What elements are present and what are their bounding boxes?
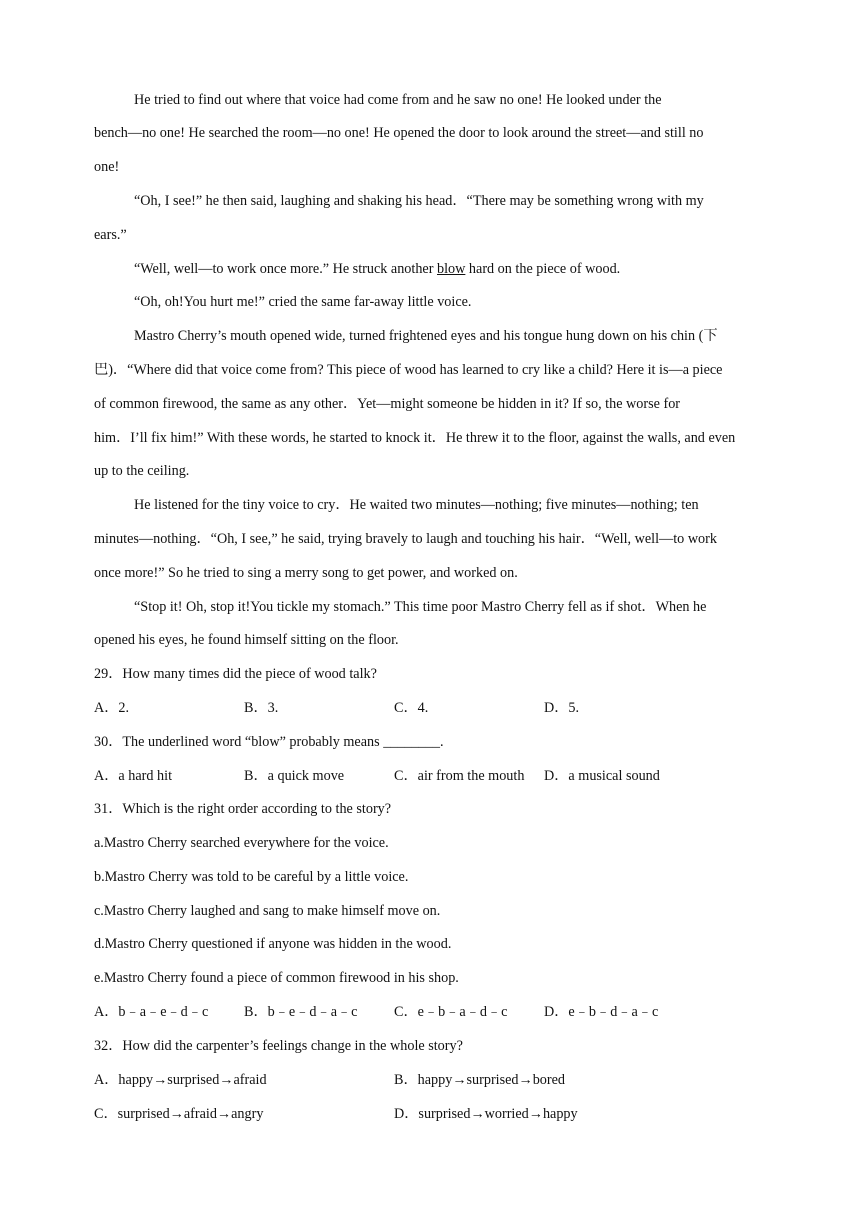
q29-option-b: B．3. xyxy=(244,700,279,716)
passage-text: “Well, well—to work once more.” He struck another xyxy=(134,261,437,277)
passage-line: “Oh, I see!” he then said, laughing and shaking his head．“There may be something wrong with my xyxy=(134,193,704,209)
passage-line: “Stop it! Oh, stop it!You tickle my stomach.” This time poor Mastro Cherry fell as if shot．When he xyxy=(134,599,707,615)
question-29-stem: 29．How many times did the piece of wood talk? xyxy=(94,666,377,682)
passage-line: opened his eyes, he found himself sitting on the floor. xyxy=(94,632,399,648)
q29-option-a: A．2. xyxy=(94,700,130,716)
passage-line: bench—no one! He searched the room—no one! He opened the door to look around the street—and still no xyxy=(94,125,704,141)
passage-line: He listened for the tiny voice to cry．He waited two minutes—nothing; five minutes—nothing; ten xyxy=(134,497,699,513)
passage-line: He tried to find out where that voice had come from and he saw no one! He looked under the xyxy=(134,92,662,108)
q32-option-d: D．surprised→worried→happy xyxy=(394,1106,578,1122)
passage-text: hard on the piece of wood. xyxy=(465,261,621,277)
q32-option-a: A．happy→surprised→afraid xyxy=(94,1072,267,1088)
passage-line: of common firewood, the same as any other．Yet—might someone be hidden in it? If so, the worse for xyxy=(94,396,681,412)
passage-line: one! xyxy=(94,159,120,175)
passage-line: 巴)．“Where did that voice come from? This piece of wood has learned to cry like a child? Here it is—a piece xyxy=(94,362,723,378)
passage-line: ears.” xyxy=(94,227,127,243)
question-31-stem: 31．Which is the right order according to the story? xyxy=(94,801,392,817)
q31-option-d: D．e﹣b﹣d﹣a﹣c xyxy=(544,1004,659,1020)
q32-option-c: C．surprised→afraid→angry xyxy=(94,1106,264,1122)
q30-option-b: B．a quick move xyxy=(244,768,345,784)
passage-line: him．I’ll fix him!” With these words, he started to knock it．He threw it to the floor, against the walls, and even xyxy=(94,430,736,446)
question-30-stem: 30．The underlined word “blow” probably means ________. xyxy=(94,734,444,750)
passage-line: up to the ceiling. xyxy=(94,463,190,479)
q31-event-item: d.Mastro Cherry questioned if anyone was hidden in the wood. xyxy=(94,936,452,952)
passage-line: minutes—nothing．“Oh, I see,” he said, trying bravely to laugh and touching his hair．“Well, well—to work xyxy=(94,531,717,547)
underlined-word: blow xyxy=(437,261,466,277)
passage-line: once more!” So he tried to sing a merry song to get power, and worked on. xyxy=(94,565,518,581)
q30-option-c: C．air from the mouth xyxy=(394,768,525,784)
passage-line xyxy=(134,260,620,278)
q32-option-b: B．happy→surprised→bored xyxy=(394,1072,566,1088)
question-32-stem: 32．How did the carpenter’s feelings change in the whole story? xyxy=(94,1038,463,1054)
q31-event-item: e.Mastro Cherry found a piece of common firewood in his shop. xyxy=(94,970,459,986)
passage-line: Mastro Cherry’s mouth opened wide, turned frightened eyes and his tongue hung down on his chin (下 xyxy=(134,328,718,344)
q29-option-c: C．4. xyxy=(394,700,429,716)
q31-event-item: c.Mastro Cherry laughed and sang to make himself move on. xyxy=(94,903,441,919)
q31-option-a: A．b﹣a﹣e﹣d﹣c xyxy=(94,1004,209,1020)
q31-event-item: a.Mastro Cherry searched everywhere for the voice. xyxy=(94,835,389,851)
passage-line: “Oh, oh!You hurt me!” cried the same far-away little voice. xyxy=(134,294,472,310)
q29-option-d: D．5. xyxy=(544,700,580,716)
q30-option-a: A．a hard hit xyxy=(94,768,173,784)
q31-option-c: C．e﹣b﹣a﹣d﹣c xyxy=(394,1004,508,1020)
q31-event-item: b.Mastro Cherry was told to be careful by a little voice. xyxy=(94,869,409,885)
q30-option-d: D．a musical sound xyxy=(544,768,660,784)
q31-option-b: B．b﹣e﹣d﹣a﹣c xyxy=(244,1004,358,1020)
